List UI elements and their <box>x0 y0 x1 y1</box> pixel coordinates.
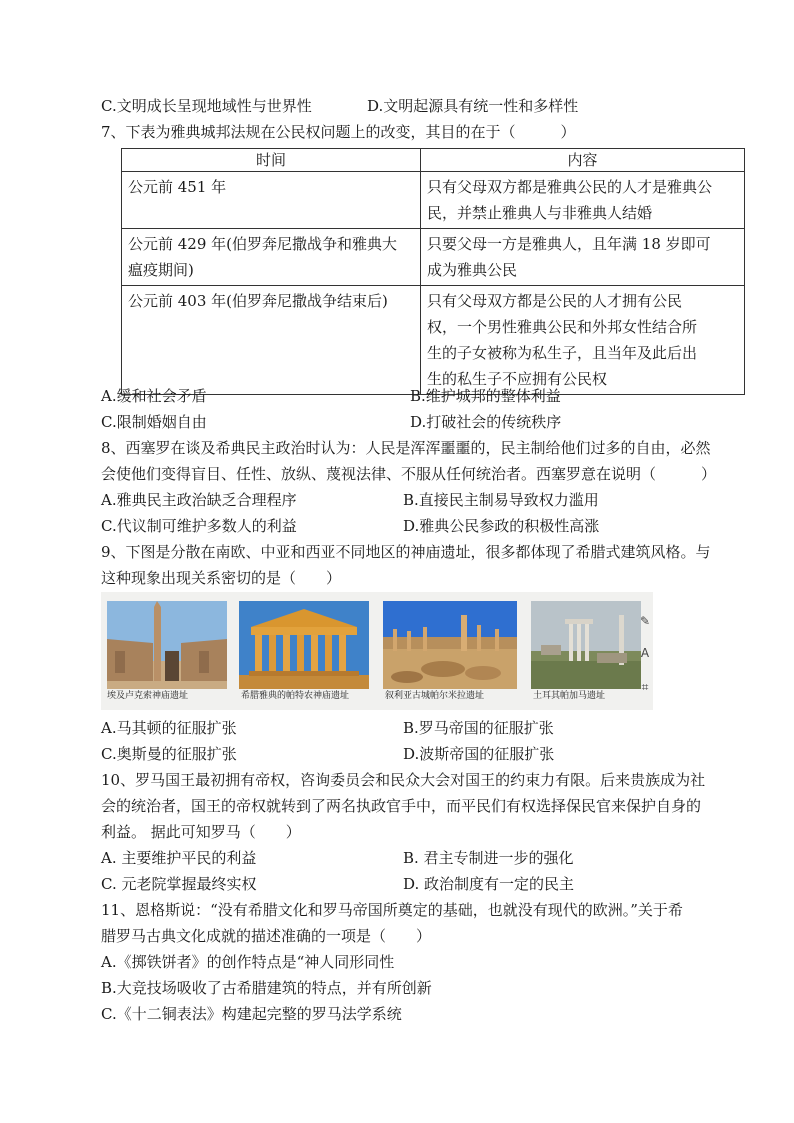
caption-palmyra: 叙利亚古城帕尔米拉遗址 <box>385 691 485 701</box>
q8-option-c[interactable]: C.代议制可维护多数人的利益 <box>101 517 297 535</box>
q7-row3-content-line: 生的私生子不应拥有公民权 <box>427 370 608 388</box>
caption-parthenon: 希腊雅典的帕特农神庙遗址 <box>241 691 350 701</box>
pergamon-ruins-photo <box>531 601 641 689</box>
caption-pergamon: 土耳其帕加马遗址 <box>533 691 606 701</box>
q10-option-d[interactable]: D. 政治制度有一定的民主 <box>403 875 575 893</box>
q10-option-c[interactable]: C. 元老院掌握最终实权 <box>101 875 257 893</box>
luxor-temple-photo <box>107 601 227 689</box>
q10-options-ab <box>101 848 751 868</box>
table-row <box>122 286 745 395</box>
q11-option-c[interactable]: C.《十二铜表法》构建起完整的罗马法学系统 <box>101 1005 402 1023</box>
q7-option-a[interactable]: A.缓和社会矛盾 <box>101 387 207 405</box>
q11-stem-line-1: 11、恩格斯说：“没有希腊文化和罗马帝国所奠定的基础，也就没有现代的欧洲。”关于希 <box>101 901 683 919</box>
table-row <box>122 172 745 229</box>
q8-stem-line-1: 8、西塞罗在谈及希典民主政治时认为：人民是浑浑噩噩的，民主制给他们过多的自由，必然 <box>101 439 711 457</box>
q8-option-d[interactable]: D.雅典公民参政的积极性高涨 <box>403 517 600 535</box>
q8-option-a[interactable]: A.雅典民主政治缺乏合理程序 <box>101 491 297 509</box>
q6-option-d[interactable]: D.文明起源具有统一性和多样性 <box>367 97 579 115</box>
q10-option-a[interactable]: A. 主要维护平民的利益 <box>101 849 257 867</box>
q10-stem-line-3: 利益。 据此可知罗马（ ） <box>101 823 301 841</box>
q11-option-b[interactable]: B.大竞技场吸收了古希腊建筑的特点，并有所创新 <box>101 979 432 997</box>
q7-row2-content <box>421 229 745 286</box>
q6-option-c[interactable]: C.文明成长呈现地域性与世界性 <box>101 97 312 115</box>
q10-option-b[interactable]: B. 君主专制进一步的强化 <box>403 849 574 867</box>
pen-icon[interactable]: ✎ <box>639 614 651 628</box>
caption-luxor: 埃及卢克索神庙遗址 <box>107 691 189 701</box>
q10-stem-line-2: 会的统治者，国王的帝权就转到了两名执政官手中，而平民们有权选择保民官来保护自身的 <box>101 797 702 815</box>
q7-options-cd <box>101 412 751 432</box>
q9-option-a[interactable]: A.马其顿的征服扩张 <box>101 719 237 737</box>
crop-icon[interactable]: ⌗ <box>641 680 649 694</box>
q8-options-cd <box>101 516 751 536</box>
q7-row3-content <box>421 286 745 395</box>
q7-header-content: 内容 <box>421 149 745 172</box>
q7-row2-time <box>122 229 421 286</box>
q9-stem-line-1: 9、下图是分散在南欧、中亚和西亚不同地区的神庙遗址，很多都体现了希腊式建筑风格。与 <box>101 543 711 561</box>
q10-options-cd <box>101 874 751 894</box>
q7-options-ab <box>101 386 751 406</box>
q8-stem-line-2: 会使他们变得盲目、任性、放纵、蔑视法律、不服从任何统治者。西塞罗意在说明（ ） <box>101 465 717 483</box>
q11-option-a[interactable]: A.《掷铁饼者》的创作特点是“神人同形同性 <box>101 953 395 971</box>
q6-options-cd <box>101 96 751 116</box>
q8-options-ab <box>101 490 751 510</box>
parthenon-temple-photo <box>239 601 369 689</box>
q7-row3-content-line: 只有父母双方都是公民的人才拥有公民 <box>427 292 683 310</box>
q7-option-b[interactable]: B.维护城邦的整体利益 <box>410 387 561 405</box>
q7-stem: 7、下表为雅典城邦法规在公民权问题上的改变，其目的在于（ ） <box>101 123 576 141</box>
q10-stem-line-1: 10、罗马国王最初拥有帝权，咨询委员会和民众大会对国王的约束力有限。后来贵族成为社 <box>101 771 706 789</box>
q7-row1-content-line: 民，并禁止雅典人与非雅典人结婚 <box>427 204 653 222</box>
q8-option-b[interactable]: B.直接民主制易导致权力滥用 <box>403 491 599 509</box>
q9-options-ab <box>101 718 751 738</box>
q9-option-d[interactable]: D.波斯帝国的征服扩张 <box>403 745 555 763</box>
q11-stem-line-2: 腊罗马古典文化成就的描述准确的一项是（ ） <box>101 927 432 945</box>
q7-row3-time: 公元前 403 年(伯罗奔尼撒战争结束后) <box>122 286 421 395</box>
palmyra-ruins-photo <box>383 601 517 689</box>
q7-row1-time: 公元前 451 年 <box>122 172 421 229</box>
q7-option-d[interactable]: D.打破社会的传统秩序 <box>410 413 562 431</box>
table-row <box>122 229 745 286</box>
q7-row1-content <box>421 172 745 229</box>
image-tool-palette <box>637 604 655 708</box>
q7-row2-time-line: 瘟疫期间) <box>128 261 194 279</box>
q7-header-time: 时间 <box>122 149 421 172</box>
text-tool-icon[interactable]: A <box>640 646 650 660</box>
q9-option-c[interactable]: C.奥斯曼的征服扩张 <box>101 745 237 763</box>
q7-row3-content-line: 生的子女被称为私生子，且当年及此后出 <box>427 344 698 362</box>
q9-options-cd <box>101 744 751 764</box>
q9-stem-line-2: 这种现象出现关系密切的是（ ） <box>101 569 342 587</box>
q7-option-c[interactable]: C.限制婚姻自由 <box>101 413 207 431</box>
q7-row2-time-line: 公元前 429 年(伯罗奔尼撒战争和雅典大 <box>128 235 398 253</box>
q7-row3-content-line: 权，一个男性雅典公民和外邦女性结合所 <box>427 318 698 336</box>
q7-table <box>121 148 745 395</box>
q7-row2-content-line: 成为雅典公民 <box>427 261 518 279</box>
q9-option-b[interactable]: B.罗马帝国的征服扩张 <box>403 719 554 737</box>
q7-row2-content-line: 只要父母一方是雅典人，且年满 18 岁即可 <box>427 235 711 253</box>
q7-row1-content-line: 只有父母双方都是雅典公民的人才是雅典公 <box>427 178 713 196</box>
temple-photo-strip <box>101 592 653 710</box>
